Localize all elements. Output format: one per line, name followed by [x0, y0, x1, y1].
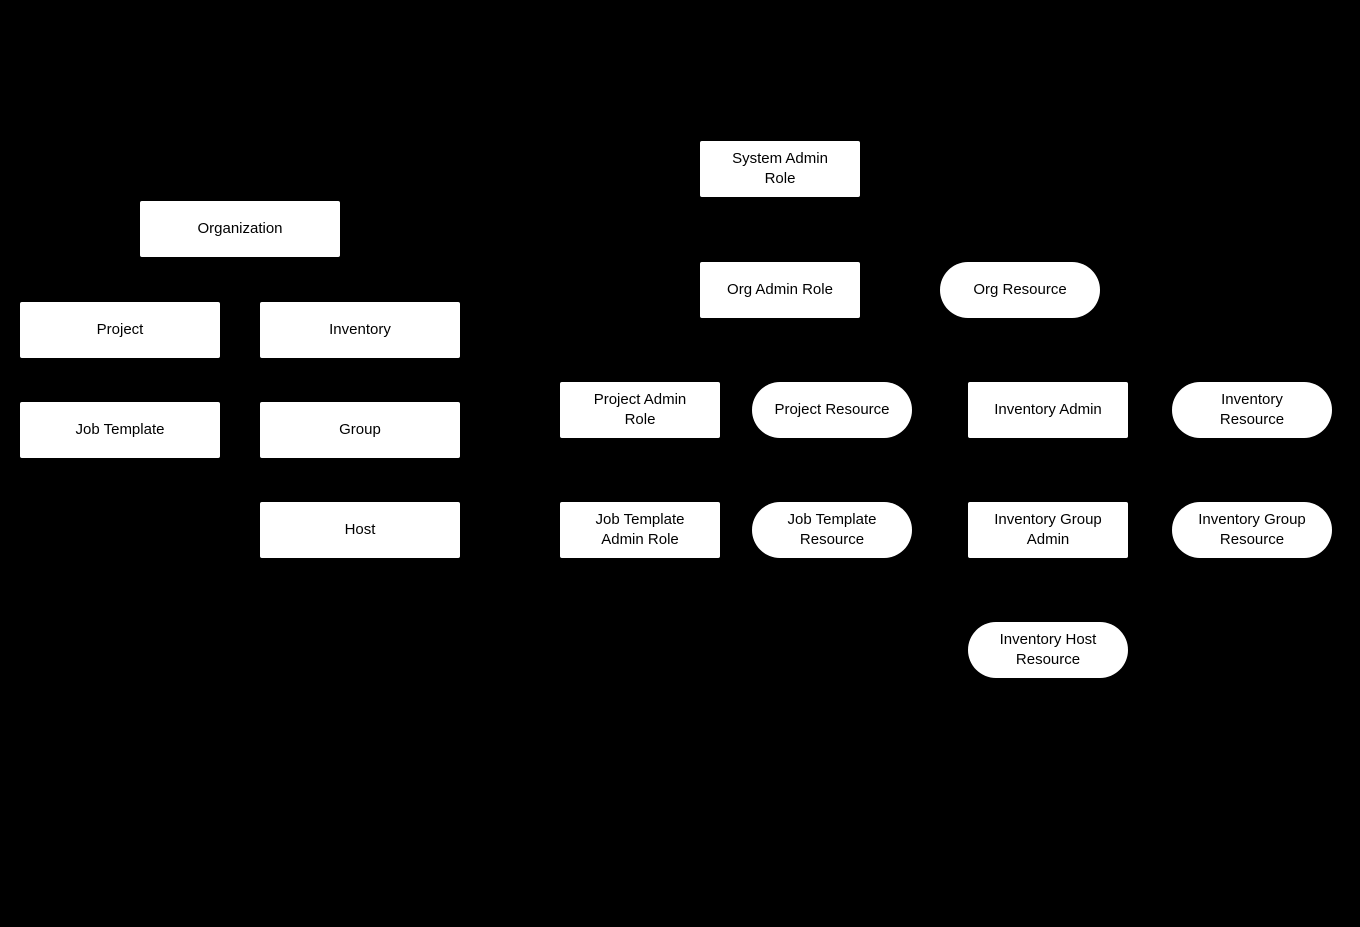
node-system-admin-role[interactable]: System Admin Role: [700, 141, 860, 197]
node-inventory-resource[interactable]: Inventory Resource: [1172, 382, 1332, 438]
node-inventory-admin[interactable]: Inventory Admin: [968, 382, 1128, 438]
node-group[interactable]: Group: [260, 402, 460, 458]
node-org-admin-role[interactable]: Org Admin Role: [700, 262, 860, 318]
node-inventory-group-admin[interactable]: Inventory Group Admin: [968, 502, 1128, 558]
node-org-resource[interactable]: Org Resource: [940, 262, 1100, 318]
node-project-resource[interactable]: Project Resource: [752, 382, 912, 438]
node-inventory[interactable]: Inventory: [260, 302, 460, 358]
node-job-template-resource[interactable]: Job Template Resource: [752, 502, 912, 558]
node-job-template-admin-role[interactable]: Job Template Admin Role: [560, 502, 720, 558]
node-inventory-host-resource[interactable]: Inventory Host Resource: [968, 622, 1128, 678]
node-project[interactable]: Project: [20, 302, 220, 358]
node-inventory-group-resource[interactable]: Inventory Group Resource: [1172, 502, 1332, 558]
node-job-template[interactable]: Job Template: [20, 402, 220, 458]
node-host[interactable]: Host: [260, 502, 460, 558]
node-organization[interactable]: Organization: [140, 201, 340, 257]
node-project-admin-role[interactable]: Project Admin Role: [560, 382, 720, 438]
